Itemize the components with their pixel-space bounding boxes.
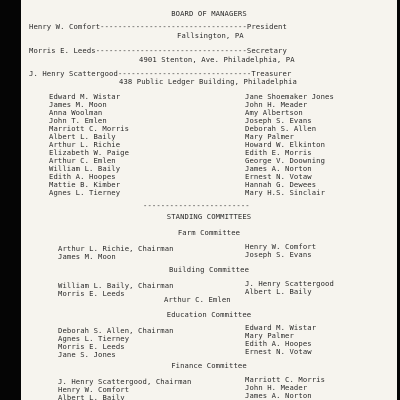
treasurer-address: 438 Public Ledger Building, Philadelphia	[119, 77, 297, 86]
president-address: Fallsington, PA	[177, 31, 244, 40]
farm-left-member: James M. Moon	[58, 252, 116, 261]
farm-committee-title: Farm Committee	[177, 228, 241, 237]
education-left-member: Deborah S. Allen, Chairman	[58, 326, 174, 335]
member-right: John H. Meader	[245, 100, 308, 109]
education-right-member: Edward M. Wistar	[245, 323, 317, 332]
member-right: Howard W. Elkinton	[245, 140, 326, 149]
building-committee-title: Building Committee	[168, 265, 250, 274]
education-left-member: Agnes L. Tierney	[58, 334, 130, 343]
secretary-line: Morris E. Leeds----------------------------------Secretary	[29, 46, 287, 55]
farm-right-member: Joseph S. Evans	[245, 250, 312, 259]
member-right: Hannah G. Dewees	[245, 180, 317, 189]
building-left-member: Morris E. Leeds	[58, 289, 125, 298]
member-left: Mattie B. Kimber	[49, 180, 121, 189]
education-left-member: Morris E. Leeds	[58, 342, 125, 351]
farm-left-member: Arthur L. Richie, Chairman	[58, 244, 174, 253]
member-right: Edith E. Morris	[245, 148, 312, 157]
education-right-member: Mary Palmer	[245, 331, 294, 340]
member-left: John T. Emlen	[49, 116, 107, 125]
education-right-member: Edith A. Hoopes	[245, 339, 312, 348]
member-left: Edith A. Hoopes	[49, 172, 116, 181]
finance-left-member: J. Henry Scattergood, Chairman	[58, 377, 192, 386]
member-right: Deborah S. Allen	[245, 124, 317, 133]
document-page	[21, 0, 397, 400]
president-line: Henry W. Comfort---------------------------------President	[29, 22, 287, 31]
finance-left-member: Albert L. Baily	[58, 393, 125, 400]
farm-right-member: Henry W. Comfort	[245, 242, 317, 251]
building-center-member: Arthur C. Emlen	[164, 295, 231, 304]
education-right-member: Ernest N. Votaw	[245, 347, 312, 356]
member-right: Joseph S. Evans	[245, 116, 312, 125]
member-left: Marriott C. Morris	[49, 124, 130, 133]
finance-right-member: Marriott C. Morris	[245, 375, 326, 384]
member-left: Edward M. Wistar	[49, 92, 121, 101]
member-left: Albert L. Baily	[49, 132, 116, 141]
education-committee-title: Education Committee	[166, 310, 252, 319]
education-left-member: Jane S. Jones	[58, 350, 116, 359]
finance-committee-title: Finance Committee	[171, 361, 247, 370]
member-left: Arthur C. Emlen	[49, 156, 116, 165]
member-left: Arthur L. Richie	[49, 140, 121, 149]
member-right: Mary Palmer	[245, 132, 294, 141]
finance-right-member: John H. Meader	[245, 383, 308, 392]
member-left: Elizabeth W. Paige	[49, 148, 130, 157]
member-right: Mary H.S. Sinclair	[245, 188, 326, 197]
member-right: James A. Norton	[245, 164, 312, 173]
treasurer-line: J. Henry Scattergood------------------------------Treasurer	[29, 69, 292, 78]
member-right: George V. Doowning	[245, 156, 326, 165]
board-heading: BOARD OF MANAGERS	[171, 9, 247, 18]
member-left: Anna Woolman	[49, 108, 103, 117]
member-left: William L. Baily	[49, 164, 121, 173]
member-left: James M. Moon	[49, 100, 107, 109]
building-right-member: Albert L. Baily	[245, 287, 312, 296]
member-right: Ernest N. Votaw	[245, 172, 312, 181]
member-right: Amy Albertson	[245, 108, 303, 117]
member-left: Agnes L. Tierney	[49, 188, 121, 197]
secretary-address: 4901 Stenton, Ave. Philadelphia, PA	[139, 55, 295, 64]
finance-left-member: Henry W. Comfort	[58, 385, 130, 394]
standing-committees-heading: STANDING COMMITTEES	[166, 212, 252, 221]
building-left-member: William L. Baily, Chairman	[58, 281, 174, 290]
finance-right-member: James A. Norton	[245, 391, 312, 400]
building-right-member: J. Henry Scattergood	[245, 279, 334, 288]
member-right: Jane Shoemaker Jones	[245, 92, 334, 101]
section-separator: ------------------------	[143, 201, 250, 210]
